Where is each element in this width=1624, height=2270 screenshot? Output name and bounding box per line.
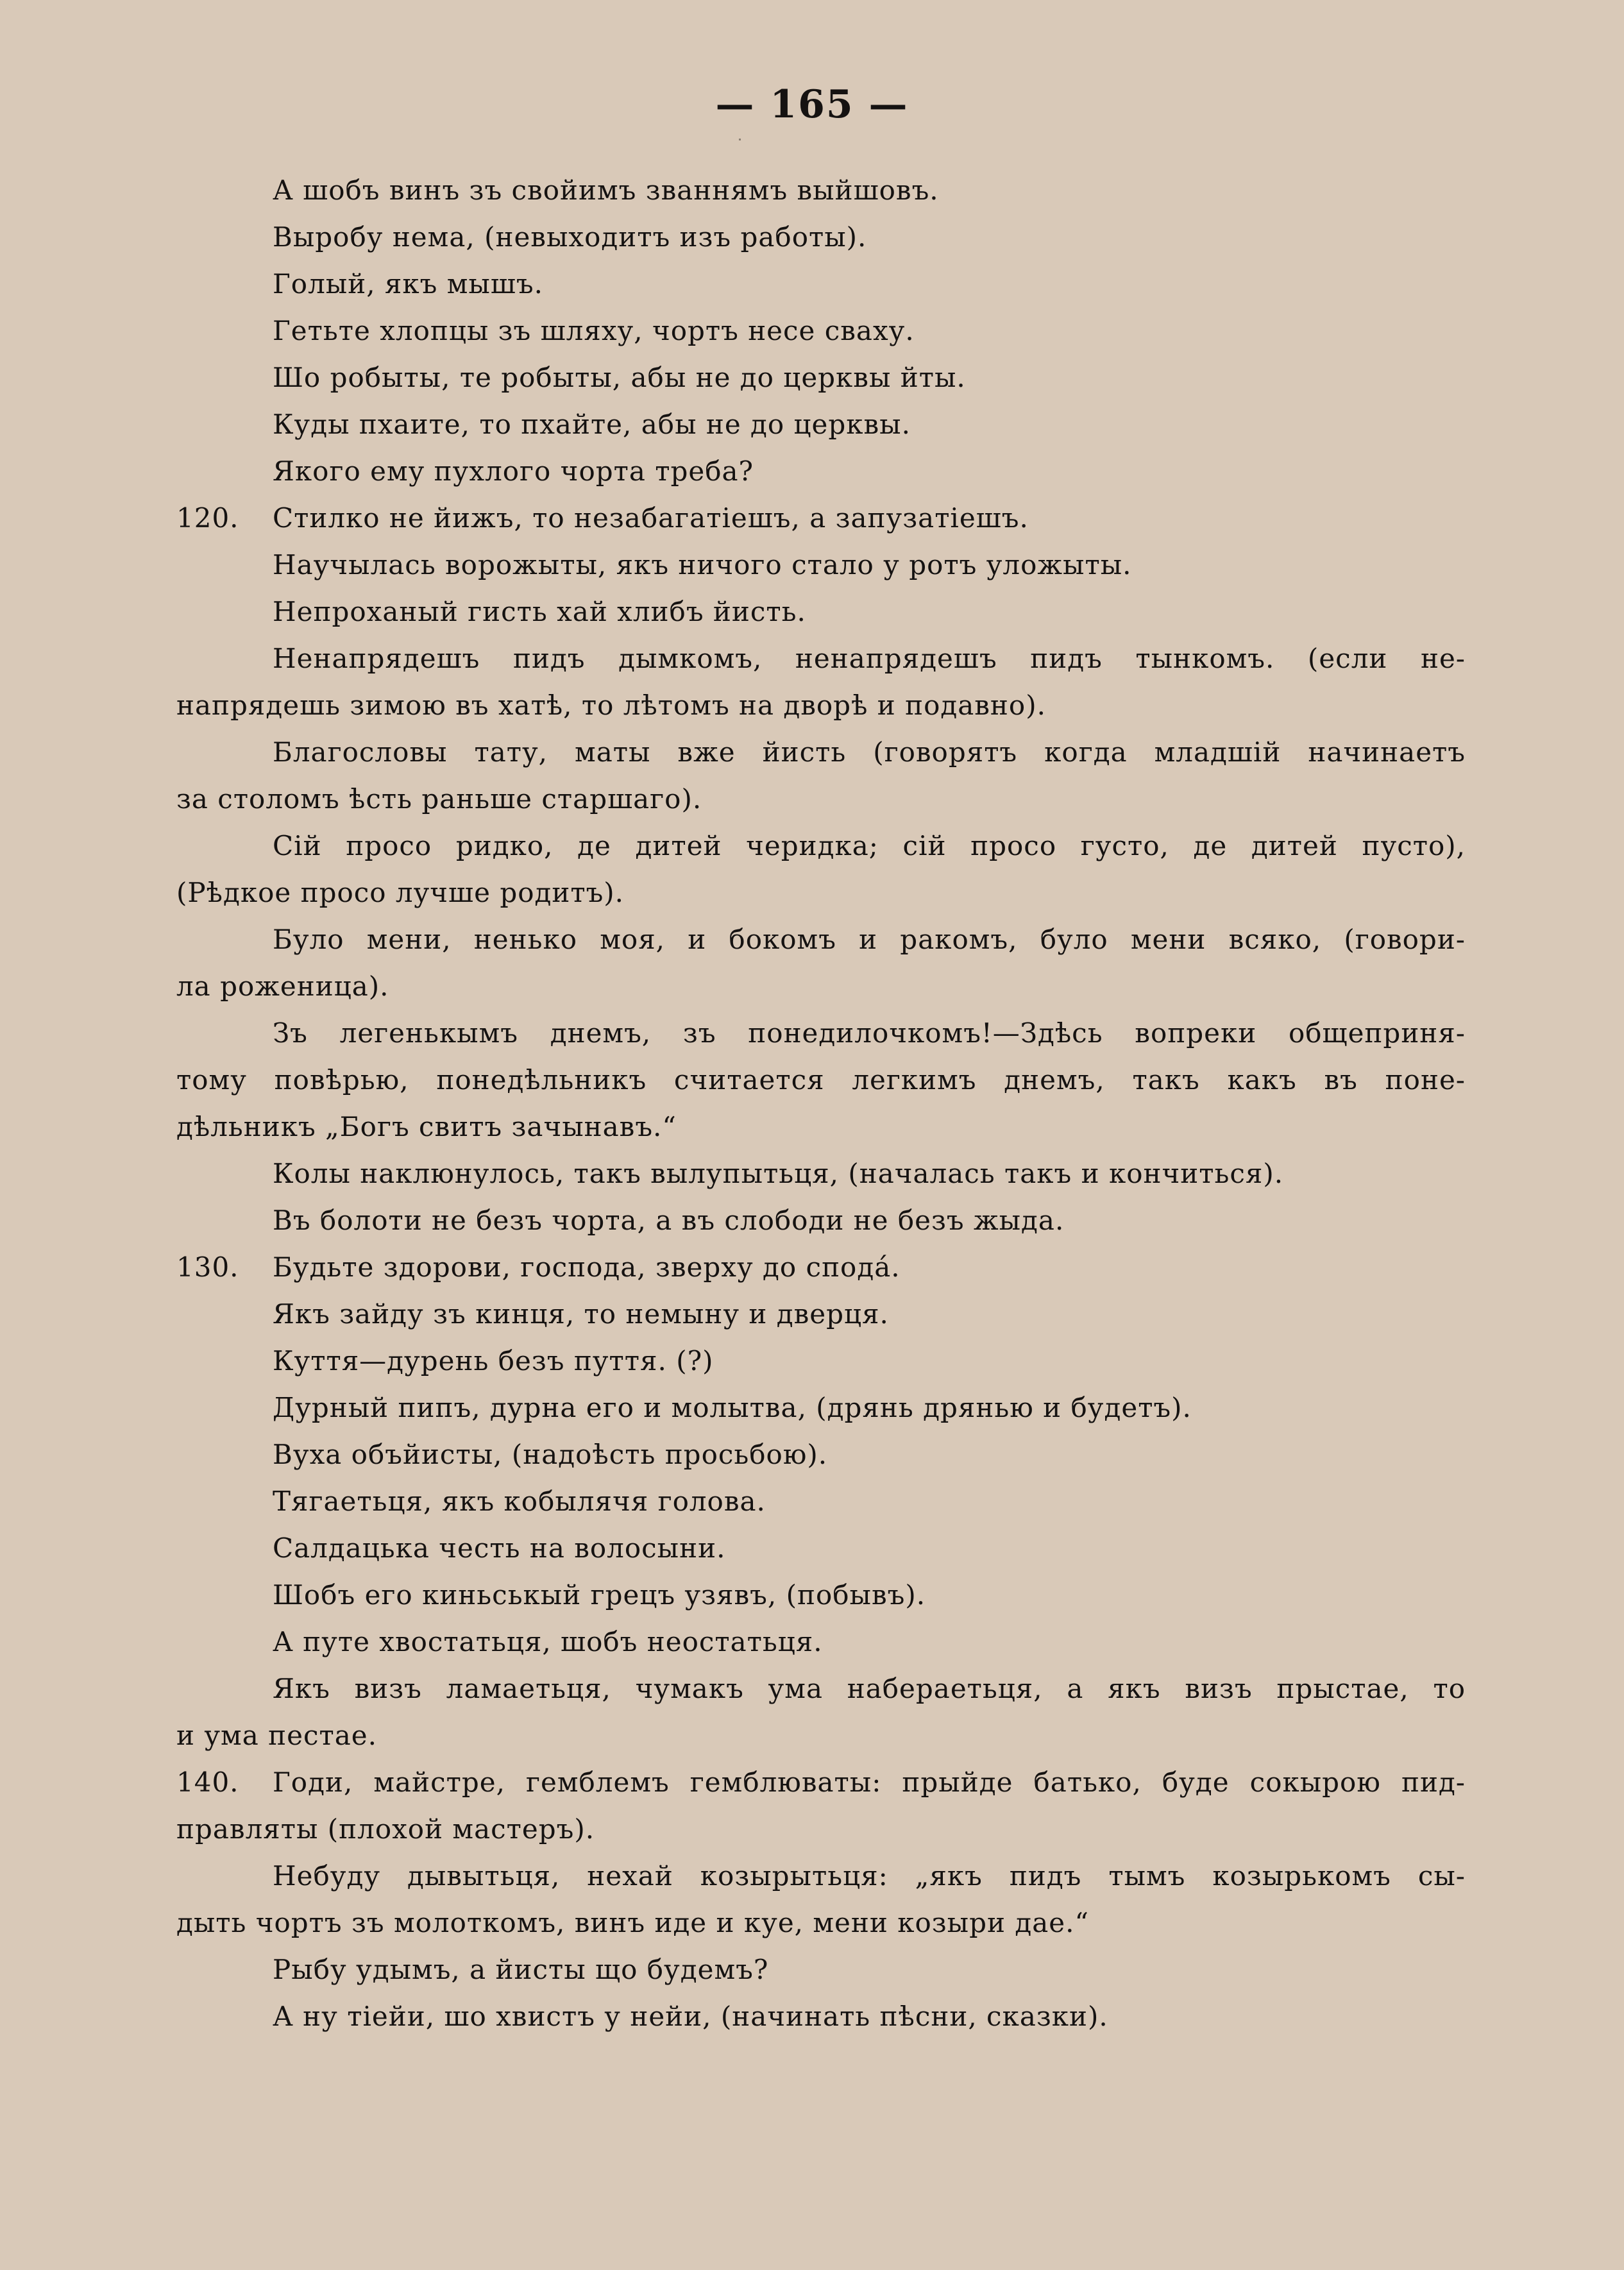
text-line: Въ болоти не безъ чорта, а въ слободи не безъ жыда. <box>273 1205 1065 1236</box>
paper-speck <box>739 139 741 140</box>
text-line: Було мени, ненько моя, и бокомъ и ракомъ, було мени всяко, (говори- <box>273 924 1466 955</box>
text-line: Голый, якъ мышъ. <box>273 268 543 300</box>
text-line: (Рѣдкое просо лучше родитъ). <box>176 877 625 908</box>
text-line: тому повѣрью, понедѣльникъ считается легкимъ днемъ, такъ какъ въ поне- <box>176 1064 1466 1096</box>
text-line: Научылась ворожыты, якъ ничого стало у ротъ уложыты. <box>273 549 1132 580</box>
text-line: Непроханый гисть хай хлибъ йисть. <box>273 596 806 627</box>
entry-number: 130. <box>176 1251 239 1283</box>
text-line: Якъ визъ ламаетьця, чумакъ ума набераетьця, а якъ визъ прыстае, то <box>273 1673 1466 1704</box>
text-line: А ну тіейи, шо хвистъ у нейи, (начинать пѣсни, сказки). <box>273 2001 1108 2032</box>
text-line: напрядешь зимою въ хатѣ, то лѣтомъ на дворѣ и подавно). <box>176 690 1046 721</box>
numbered-line <box>176 495 1466 541</box>
text-line: Салдацька честь на волосыни. <box>273 1532 726 1564</box>
text-line: Вуха объйисты, (надоѣсть просьбою). <box>273 1439 828 1470</box>
text-line: Колы наклюнулось, такъ вылупытьця, (началась такъ и кончиться). <box>273 1158 1284 1189</box>
text-line: Сій просо ридко, де дитей черидка; сій просо густо, де дитей пусто), <box>273 830 1466 861</box>
text-line: дыть чортъ зъ молоткомъ, винъ иде и куе, мени козыри дае.“ <box>176 1907 1089 1938</box>
text-line: Годи, майстре, гемблемъ гемблюваты: прыйде батько, буде сокырою пид- <box>273 1766 1466 1798</box>
text-line: А путе хвостатьця, шобъ неостатьця. <box>273 1626 823 1657</box>
text-line: Рыбу удымъ, а йисты що будемъ? <box>273 1954 769 1985</box>
page-number: — 165 — <box>715 82 909 127</box>
text-line: ла роженица). <box>176 970 389 1002</box>
numbered-line <box>176 1244 1466 1291</box>
entry-number: 120. <box>176 502 239 534</box>
text-line: Выробу нема, (невыходитъ изъ работы). <box>273 221 867 253</box>
text-line: А шобъ винъ зъ свойимъ званнямъ выйшовъ. <box>273 174 939 206</box>
text-line: Якъ зайду зъ кинця, то немыну и дверця. <box>273 1298 889 1330</box>
text-line: Зъ легенькымъ днемъ, зъ понедилочкомъ!—Здѣсь вопреки общеприня- <box>273 1017 1466 1049</box>
text-line: Гетьте хлопцы зъ шляху, чортъ несе сваху. <box>273 315 915 346</box>
text-line: Куття—дурень безъ пуття. (?) <box>273 1345 714 1376</box>
text-line: Ненапрядешъ пидъ дымкомъ, ненапрядешъ пидъ тынкомъ. (если не- <box>273 643 1466 674</box>
text-line: Якого ему пухлого чорта треба? <box>273 455 754 487</box>
text-line: Стилко не йижъ, то незабагатіешъ, а запузатіешъ. <box>273 502 1029 534</box>
text-line: Будьте здорови, господа, зверху до спода́. <box>273 1251 901 1283</box>
text-line: за столомъ ѣсть раньше старшаго). <box>176 783 702 815</box>
text-line: Благословы тату, маты вже йисть (говорятъ когда младшій начинаетъ <box>273 736 1466 768</box>
text-line: Куды пхаите, то пхайте, абы не до церквы. <box>273 409 911 440</box>
numbered-line <box>176 1759 1466 1806</box>
text-line: правляты (плохой мастеръ). <box>176 1813 595 1845</box>
text-line: Дурный пипъ, дурна его и молытва, (дрянь дрянью и будетъ). <box>273 1392 1192 1423</box>
text-line: дѣльникъ „Богъ свитъ зачынавъ.“ <box>176 1111 677 1142</box>
entry-number: 140. <box>176 1766 239 1798</box>
text-line: Тягаетьця, якъ кобылячя голова. <box>273 1486 766 1517</box>
body-text <box>176 167 1466 2040</box>
text-line: Небуду дывытьця, нехай козырытьця: „якъ пидъ тымъ козырькомъ сы- <box>273 1860 1466 1892</box>
text-line: Шобъ его киньськый грецъ узявъ, (побывъ). <box>273 1579 926 1611</box>
text-line: и ума пестае. <box>176 1720 377 1751</box>
text-line: Шо робыты, те робыты, абы не до церквы йты. <box>273 362 966 393</box>
